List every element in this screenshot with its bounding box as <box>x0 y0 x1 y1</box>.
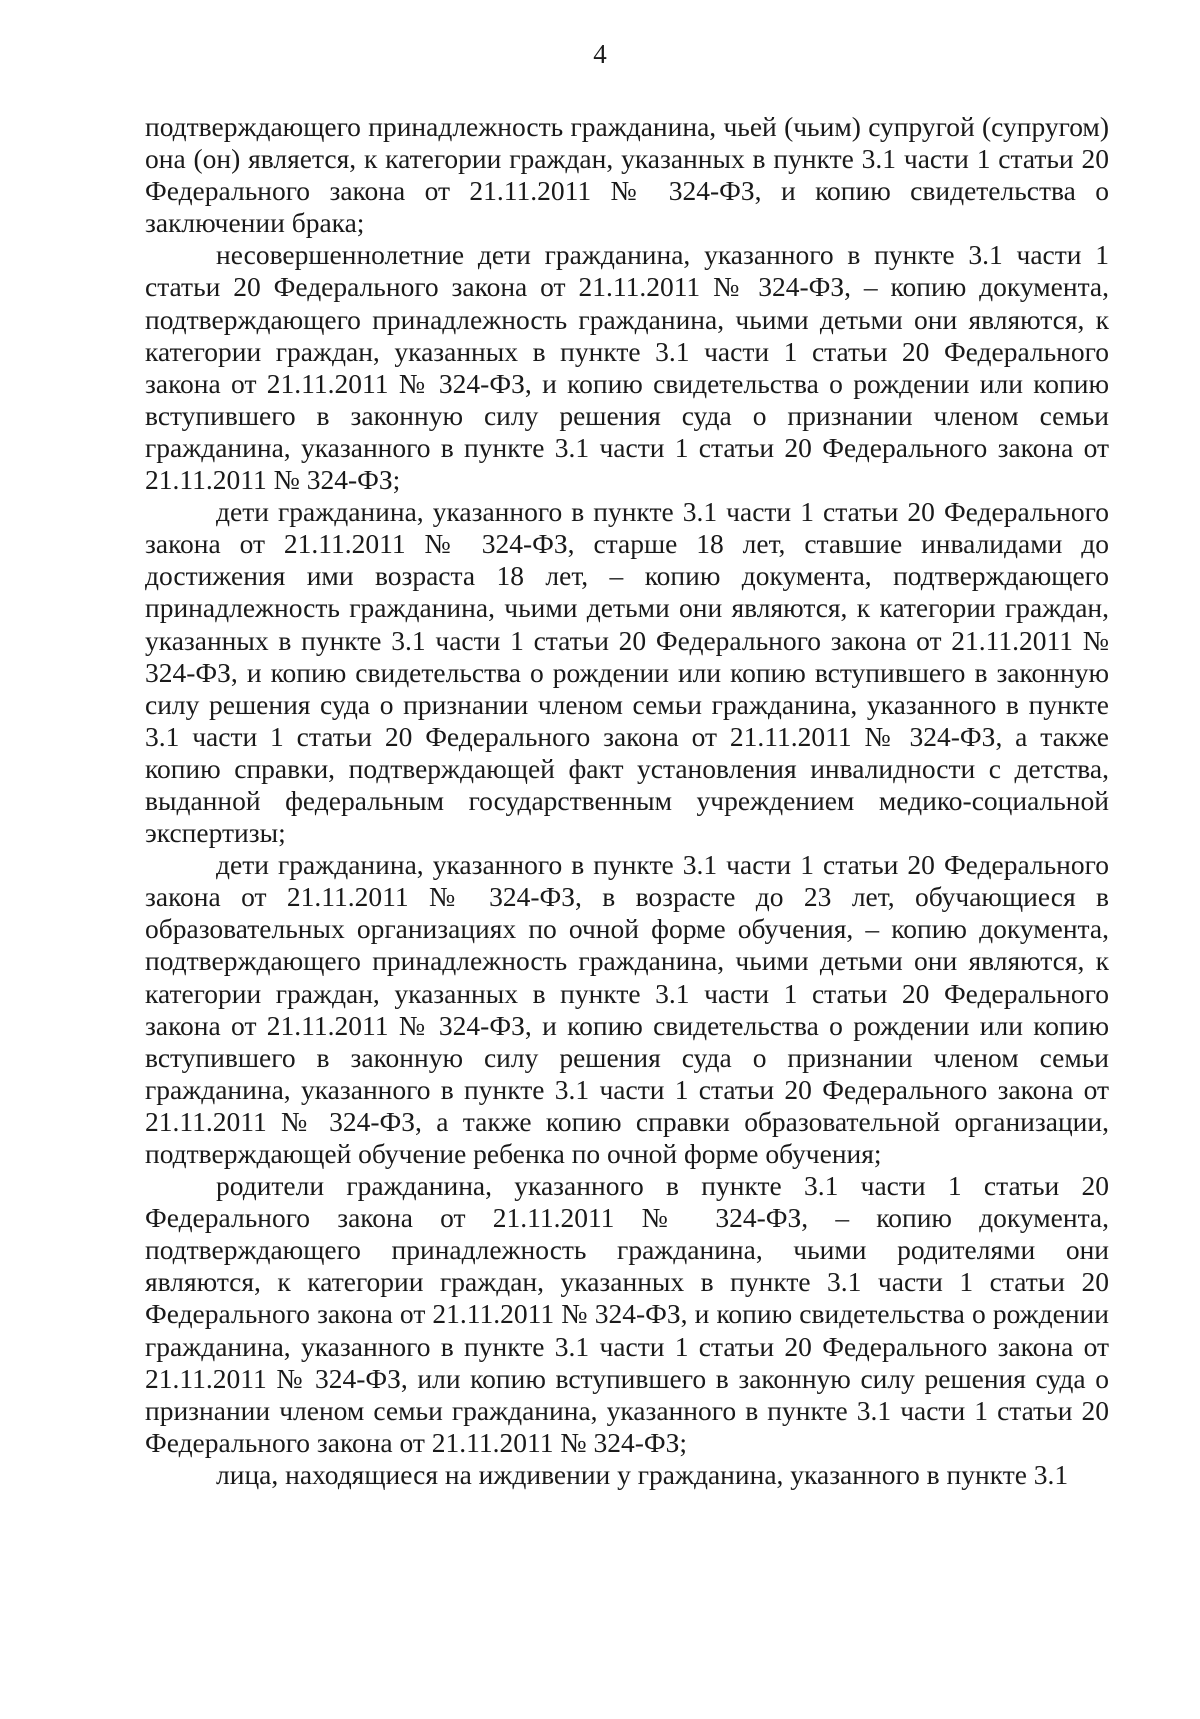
paragraph-parents: родители гражданина, указанного в пункте 3.1 части 1 статьи 20 Федерального закона от 21.11.2011 № 324-ФЗ, – копию документа, подтверждающего принадлежность гражданина, чьими родителями они являются, к категории граждан, указанных в пункте 3.1 части 1 статьи 20 Федерального закона от 21.11.2011 № 324-ФЗ, и копию свидетельства о рождении гражданина, указанного в пункте 3.1 части 1 статьи 20 Федерального закона от 21.11.2011 № 324-ФЗ, или копию вступившего в законную силу решения суда о признании членом семьи гражданина, указанного в пункте 3.1 части 1 статьи 20 Федерального закона от 21.11.2011 № 324-ФЗ; <box>145 1170 1109 1458</box>
page-number: 4 <box>593 39 607 69</box>
paragraph-disabled-adult-children: дети гражданина, указанного в пункте 3.1 части 1 статьи 20 Федерального закона от 21.11.2011 № 324-ФЗ, старше 18 лет, ставшие инвалидами до достижения ими возраста 18 лет, – копию документа, подтверждающего принадлежность гражданина, чьими детьми они являются, к категории граждан, указанных в пункте 3.1 части 1 статьи 20 Федерального закона от 21.11.2011 № 324-ФЗ, и копию свидетельства о рождении или копию вступившего в законную силу решения суда о признании членом семьи гражданина, указанного в пункте 3.1 части 1 статьи 20 Федерального закона от 21.11.2011 № 324-ФЗ, а также копию справки, подтверждающей факт установления инвалидности с детства, выданной федеральным государственным учреждением медико-социальной экспертизы; <box>145 496 1109 849</box>
paragraph-spouse-continuation: подтверждающего принадлежность гражданина, чьей (чьим) супругой (супругом) она (он) является, к категории граждан, указанных в пункте 3.1 части 1 статьи 20 Федерального закона от 21.11.2011 № 324-ФЗ, и копию свидетельства о заключении брака; <box>145 111 1109 239</box>
paragraph-student-children: дети гражданина, указанного в пункте 3.1 части 1 статьи 20 Федерального закона от 21.11.2011 № 324-ФЗ, в возрасте до 23 лет, обучающиеся в образовательных организациях по очной форме обучения, – копию документа, подтверждающего принадлежность гражданина, чьими детьми они являются, к категории граждан, указанных в пункте 3.1 части 1 статьи 20 Федерального закона от 21.11.2011 № 324-ФЗ, и копию свидетельства о рождении или копию вступившего в законную силу решения суда о признании членом семьи гражданина, указанного в пункте 3.1 части 1 статьи 20 Федерального закона от 21.11.2011 № 324-ФЗ, а также копию справки образовательной организации, подтверждающей обучение ребенка по очной форме обучения; <box>145 849 1109 1169</box>
paragraph-dependents: лица, находящиеся на иждивении у гражданина, указанного в пункте 3.1 <box>216 1458 1069 1490</box>
paragraph-minor-children: несовершеннолетние дети гражданина, указанного в пункте 3.1 части 1 статьи 20 Федерального закона от 21.11.2011 № 324-ФЗ, – копию документа, подтверждающего принадлежность гражданина, чьими детьми они являются, к категории граждан, указанных в пункте 3.1 части 1 статьи 20 Федерального закона от 21.11.2011 № 324-ФЗ, и копию свидетельства о рождении или копию вступившего в законную силу решения суда о признании членом семьи гражданина, указанного в пункте 3.1 части 1 статьи 20 Федерального закона от 21.11.2011 № 324-ФЗ; <box>145 239 1109 496</box>
document-body <box>145 111 1109 1491</box>
